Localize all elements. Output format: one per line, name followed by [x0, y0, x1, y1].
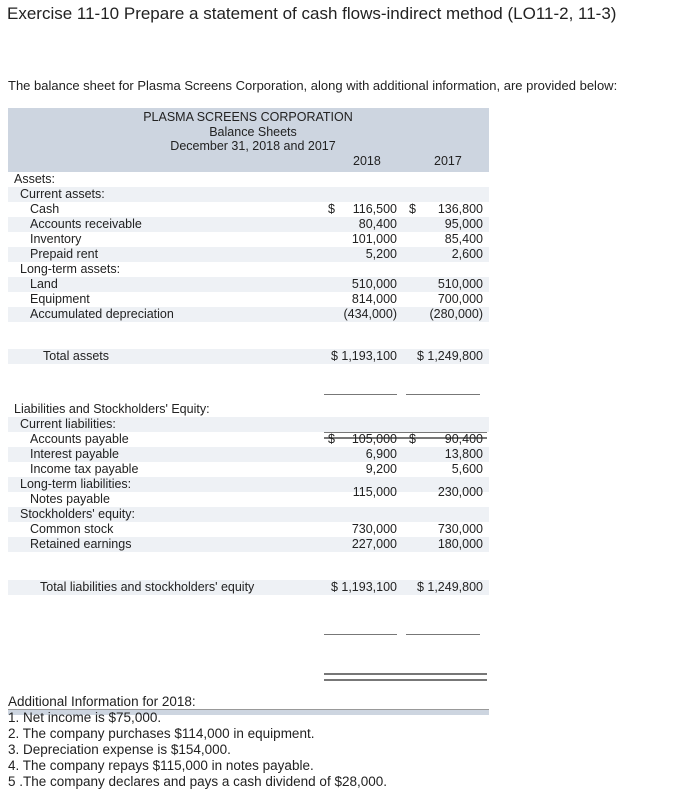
table-row: Notes payable 115,000 230,000 [30, 485, 483, 506]
intro-text: The balance sheet for Plasma Screens Corporation, along with additional information, are provided below: [8, 78, 618, 93]
subtotal-rule [406, 634, 480, 635]
table-row: Equipment 814,000 700,000 [30, 292, 483, 306]
list-item: 2. The company purchases $114,000 in equipment. [8, 726, 315, 741]
balance-sheet [8, 108, 489, 595]
list-item: 4. The company repays $115,000 in notes payable. [8, 758, 314, 773]
list-item: 1. Net income is $75,000. [8, 710, 162, 725]
list-item: 5 .The company declares and pays a cash dividend of $28,000. [8, 774, 387, 789]
table-row: Income tax payable 9,200 5,600 [30, 462, 483, 476]
table-row: Prepaid rent 5,200 2,600 [8, 247, 489, 262]
table-row: Land 510,000 510,000 [8, 277, 489, 292]
table-row: Interest payable 6,900 13,800 [8, 447, 489, 462]
table-row: Inventory 101,000 85,400 [30, 232, 483, 246]
current-assets-heading: Current assets: [20, 187, 105, 201]
total-liabilities-equity-row: Total liabilities and stockholders' equity $ 1,193,100 $ 1,249,800 [8, 580, 489, 595]
company-name: PLASMA SCREENS CORPORATION [143, 110, 353, 124]
additional-information [8, 694, 387, 790]
sheet-date: December 31, 2018 and 2017 [170, 139, 336, 153]
year-2018: 2018 [353, 154, 381, 168]
sheet-name: Balance Sheets [209, 125, 297, 139]
table-row: Cash $ 116,500 $ 136,800 [30, 202, 483, 216]
total-assets-row: Total assets $ 1,193,100 $ 1,249,800 [8, 349, 489, 364]
double-rule [324, 673, 487, 675]
assets-heading: Assets: [14, 172, 55, 186]
table-row: Common stock 730,000 730,000 [30, 522, 483, 536]
current-liabilities-heading: Current liabilities: [20, 417, 116, 431]
table-row: Accumulated depreciation (434,000) (280,000) [8, 307, 489, 322]
subtotal-rule [324, 634, 397, 635]
sheet-header [8, 108, 489, 172]
year-2017: 2017 [434, 154, 462, 168]
additional-heading: Additional Information for 2018: [8, 694, 196, 709]
double-rule [324, 679, 487, 681]
long-term-assets-heading: Long-term assets: [20, 262, 121, 276]
table-row: Retained earnings 227,000 180,000 [8, 537, 489, 552]
page-title: Exercise 11-10 Prepare a statement of cash flows-indirect method (LO11-2, 11-3) [7, 4, 617, 23]
list-item: 3. Depreciation expense is $154,000. [8, 742, 231, 757]
table-row: Accounts payable $ 105,000 $ 90,400 [30, 432, 483, 446]
liabilities-heading: Liabilities and Stockholders' Equity: [14, 402, 210, 416]
table-row: Accounts receivable 80,400 95,000 [8, 217, 489, 232]
long-term-liabilities-heading: Long-term liabilities: [20, 477, 132, 491]
equity-heading: Stockholders' equity: [20, 507, 135, 521]
